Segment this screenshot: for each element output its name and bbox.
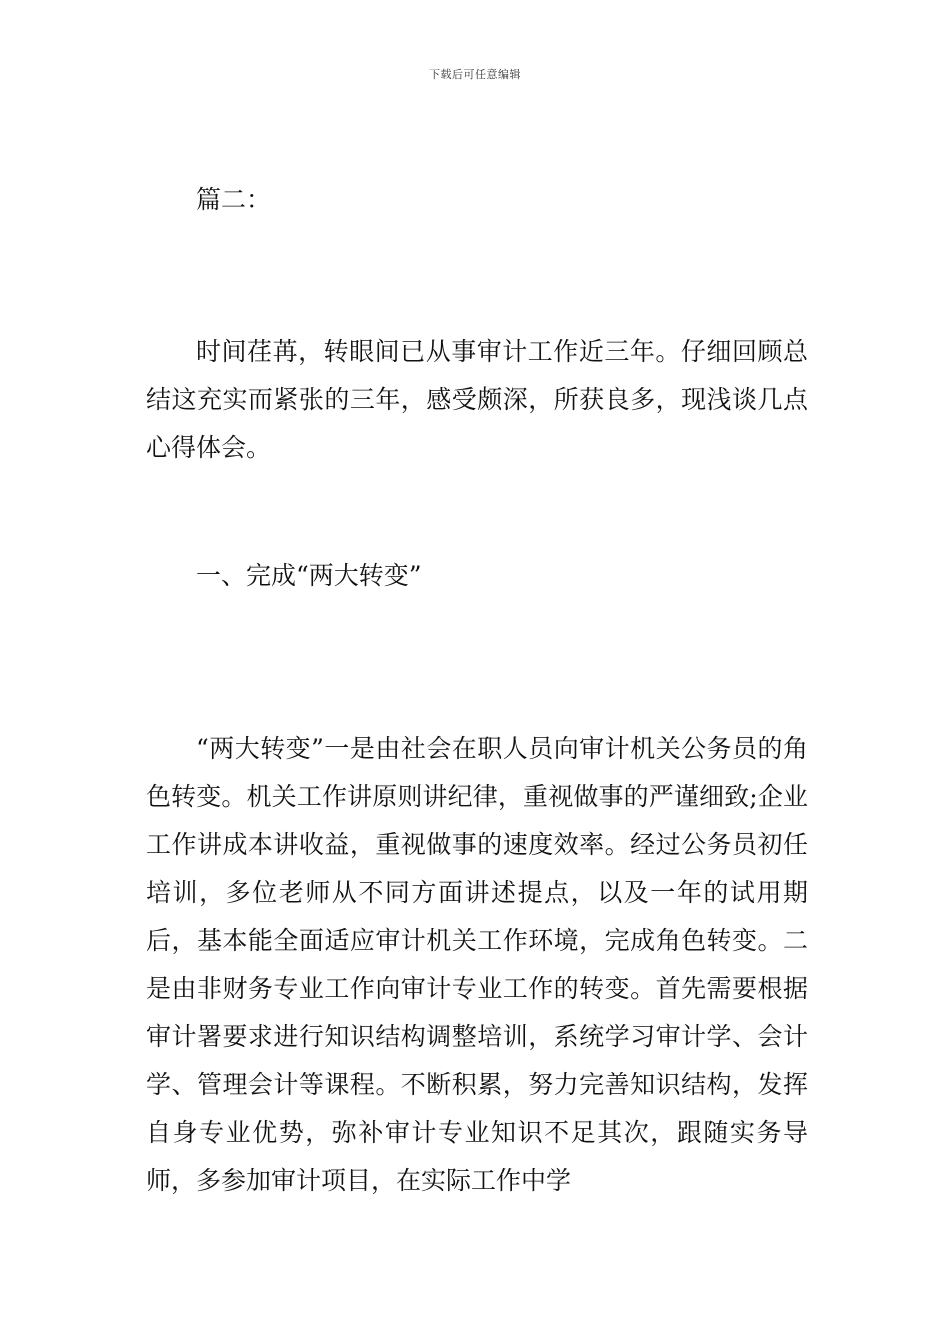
section-heading: 一、完成“两大转变”: [196, 561, 422, 590]
header-note: 下载后可任意编辑: [429, 68, 521, 81]
body-paragraph: “两大转变”一是由社会在职人员向审计机关公务员的角色转变。机关工作讲原则讲纪律，重视做事的严谨细致;企业工作讲成本讲收益，重视做事的速度效率。经过公务员初任培训，多位老师从不同方面讲述提点，以及一年的试用期后，基本能全面适应审计机关工作环境，完成角色转变。二是由非财务专业工作向审计专业工作的转变。首先需要根据审计署要求进行知识结构调整培训，系统学习审计学、会计学、管理会计等课程。不断积累，努力完善知识结构，发挥自身专业优势，弥补审计专业知识不足其次，跟随实务导师，多参加审计项目，在实际工作中学: [146, 734, 808, 1195]
intro-paragraph: 时间荏苒，转眼间已从事审计工作近三年。仔细回顾总结这充实而紧张的三年，感受颇深，所获良多，现浅谈几点心得体会。: [146, 337, 808, 462]
section-label: 篇二：: [196, 185, 272, 214]
